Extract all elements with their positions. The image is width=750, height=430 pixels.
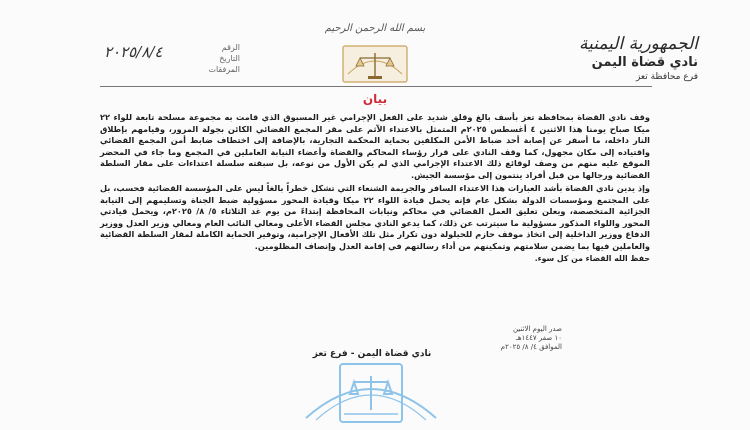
issue-hijri-date: ١٠ صفر ١٤٤٧هـ (515, 334, 562, 342)
reference-date-row: التاريخ ٢٠٢٥/٨/٤ (104, 43, 240, 63)
basmala: بسم الله الرحمن الرحيم (324, 23, 426, 34)
issue-gregorian-date: الموافق ٤/ ٨/ ٢٠٢٥م (500, 343, 562, 351)
official-stamp-icon (296, 358, 446, 428)
reference-attachments-row: المرفقات (208, 65, 240, 74)
reference-number-row: الرقم (221, 43, 240, 52)
reference-block (100, 42, 240, 75)
closing-line: حفظ الله القضاء من كل سوء. (534, 254, 650, 263)
letterhead-republic: الجمهورية اليمنية (578, 34, 698, 54)
signatory: نادي قضاة اليمن - فرع تعز (312, 349, 432, 359)
letterhead-center (300, 22, 450, 36)
letterhead-branch: فرع محافظة تعز (635, 72, 698, 82)
letterhead-issuer (548, 34, 698, 84)
scales-of-justice-logo-icon (342, 44, 408, 84)
issue-day: صدر اليوم الاثنين (512, 325, 562, 333)
statement-body (100, 112, 650, 266)
header-divider (100, 86, 652, 87)
statement-paragraph-2: وإذ يدين نادي القضاة بأشد العبارات هذا الاعتداء السافر والجريمة الشنعاء التي تشكل خطراً بالغاً ليس على المؤسسة القضائية فحسب، بل على المجتمع ومؤسسات الدولة بشكل عام فإنه يحمل قيادة اللواء ٢٢ ميكا وقيادة المحور مسؤولية ضبط الجناة وتسليمهم إلى النيابة الجزائية المتخصصة، ويعلن تعليق العمل القضائي في محاكم ونيابات المحافظة إبتداءً من يوم غد الثلاثاء ٥/ ٨/ ٢٠٢٥م، ويحمل قيادتي المحور واللواء المذكور مسؤولية ما سيترتب عن ذلك، كما يدعو النادي مجلس القضاء الأعلى ومعالي النائب العام ومعالي وزير العدل ووزير الدفاع ووزير الداخلية إلى اتخاذ موقف حازم للحيلولة دون تكرار مثل تلك الأفعال الإجرامية، وتوفير الحماية الكاملة لمقار السلطة القضائية والعاملين فيها بما يضمن سلامتهم وتمكينهم من أداء رسالتهم في إقامة العدل وإنصاف المظلومين. (100, 183, 650, 251)
issue-dates (452, 325, 562, 352)
handwritten-date: ٢٠٢٥/٨/٤ (104, 43, 163, 61)
statement-paragraph-1: وقف نادي القضاة بمحافظة تعز بأسف بالغ وقلق شديد على الفعل الإجرامي غير المسبوق الذي قامت به مجموعة مسلحة تابعة للواء ٢٢ ميكا صباح يومنا هذا الاثنين ٤ أغسطس ٢٠٢٥م المتمثل بالاعتداء الآثم على مقر المجمع القضائي الكائن بجولة المرور، وقيامهم بإطلاق النار داخله، ما أسفر عن إصابة أحد ضباط الأمن المكلفين بحماية المحكمة التجارية، بالإضافة إلى اختطاف ضابط أمن المجمع القضائي واقتياده إلى مكان مجهول، كما وقف النادي على قرار رؤساء المحاكم والقضاة وأعضاء النيابة العاملين في المجمع وما جاء في المحضر الموقع عليه منهم من وصف لوقائع ذلك الاعتداء الإجرامي الذي لم يكن الأول من نوعه، بل سبقته سلسلة اعتداءات على مقار السلطة القضائية ورجالها من قبل أفراد ينتمون إلى مؤسسة الجيش. (100, 112, 650, 180)
statement-title: بيان (362, 92, 388, 106)
letterhead-club-name: نادي قضاة اليمن (591, 55, 698, 70)
